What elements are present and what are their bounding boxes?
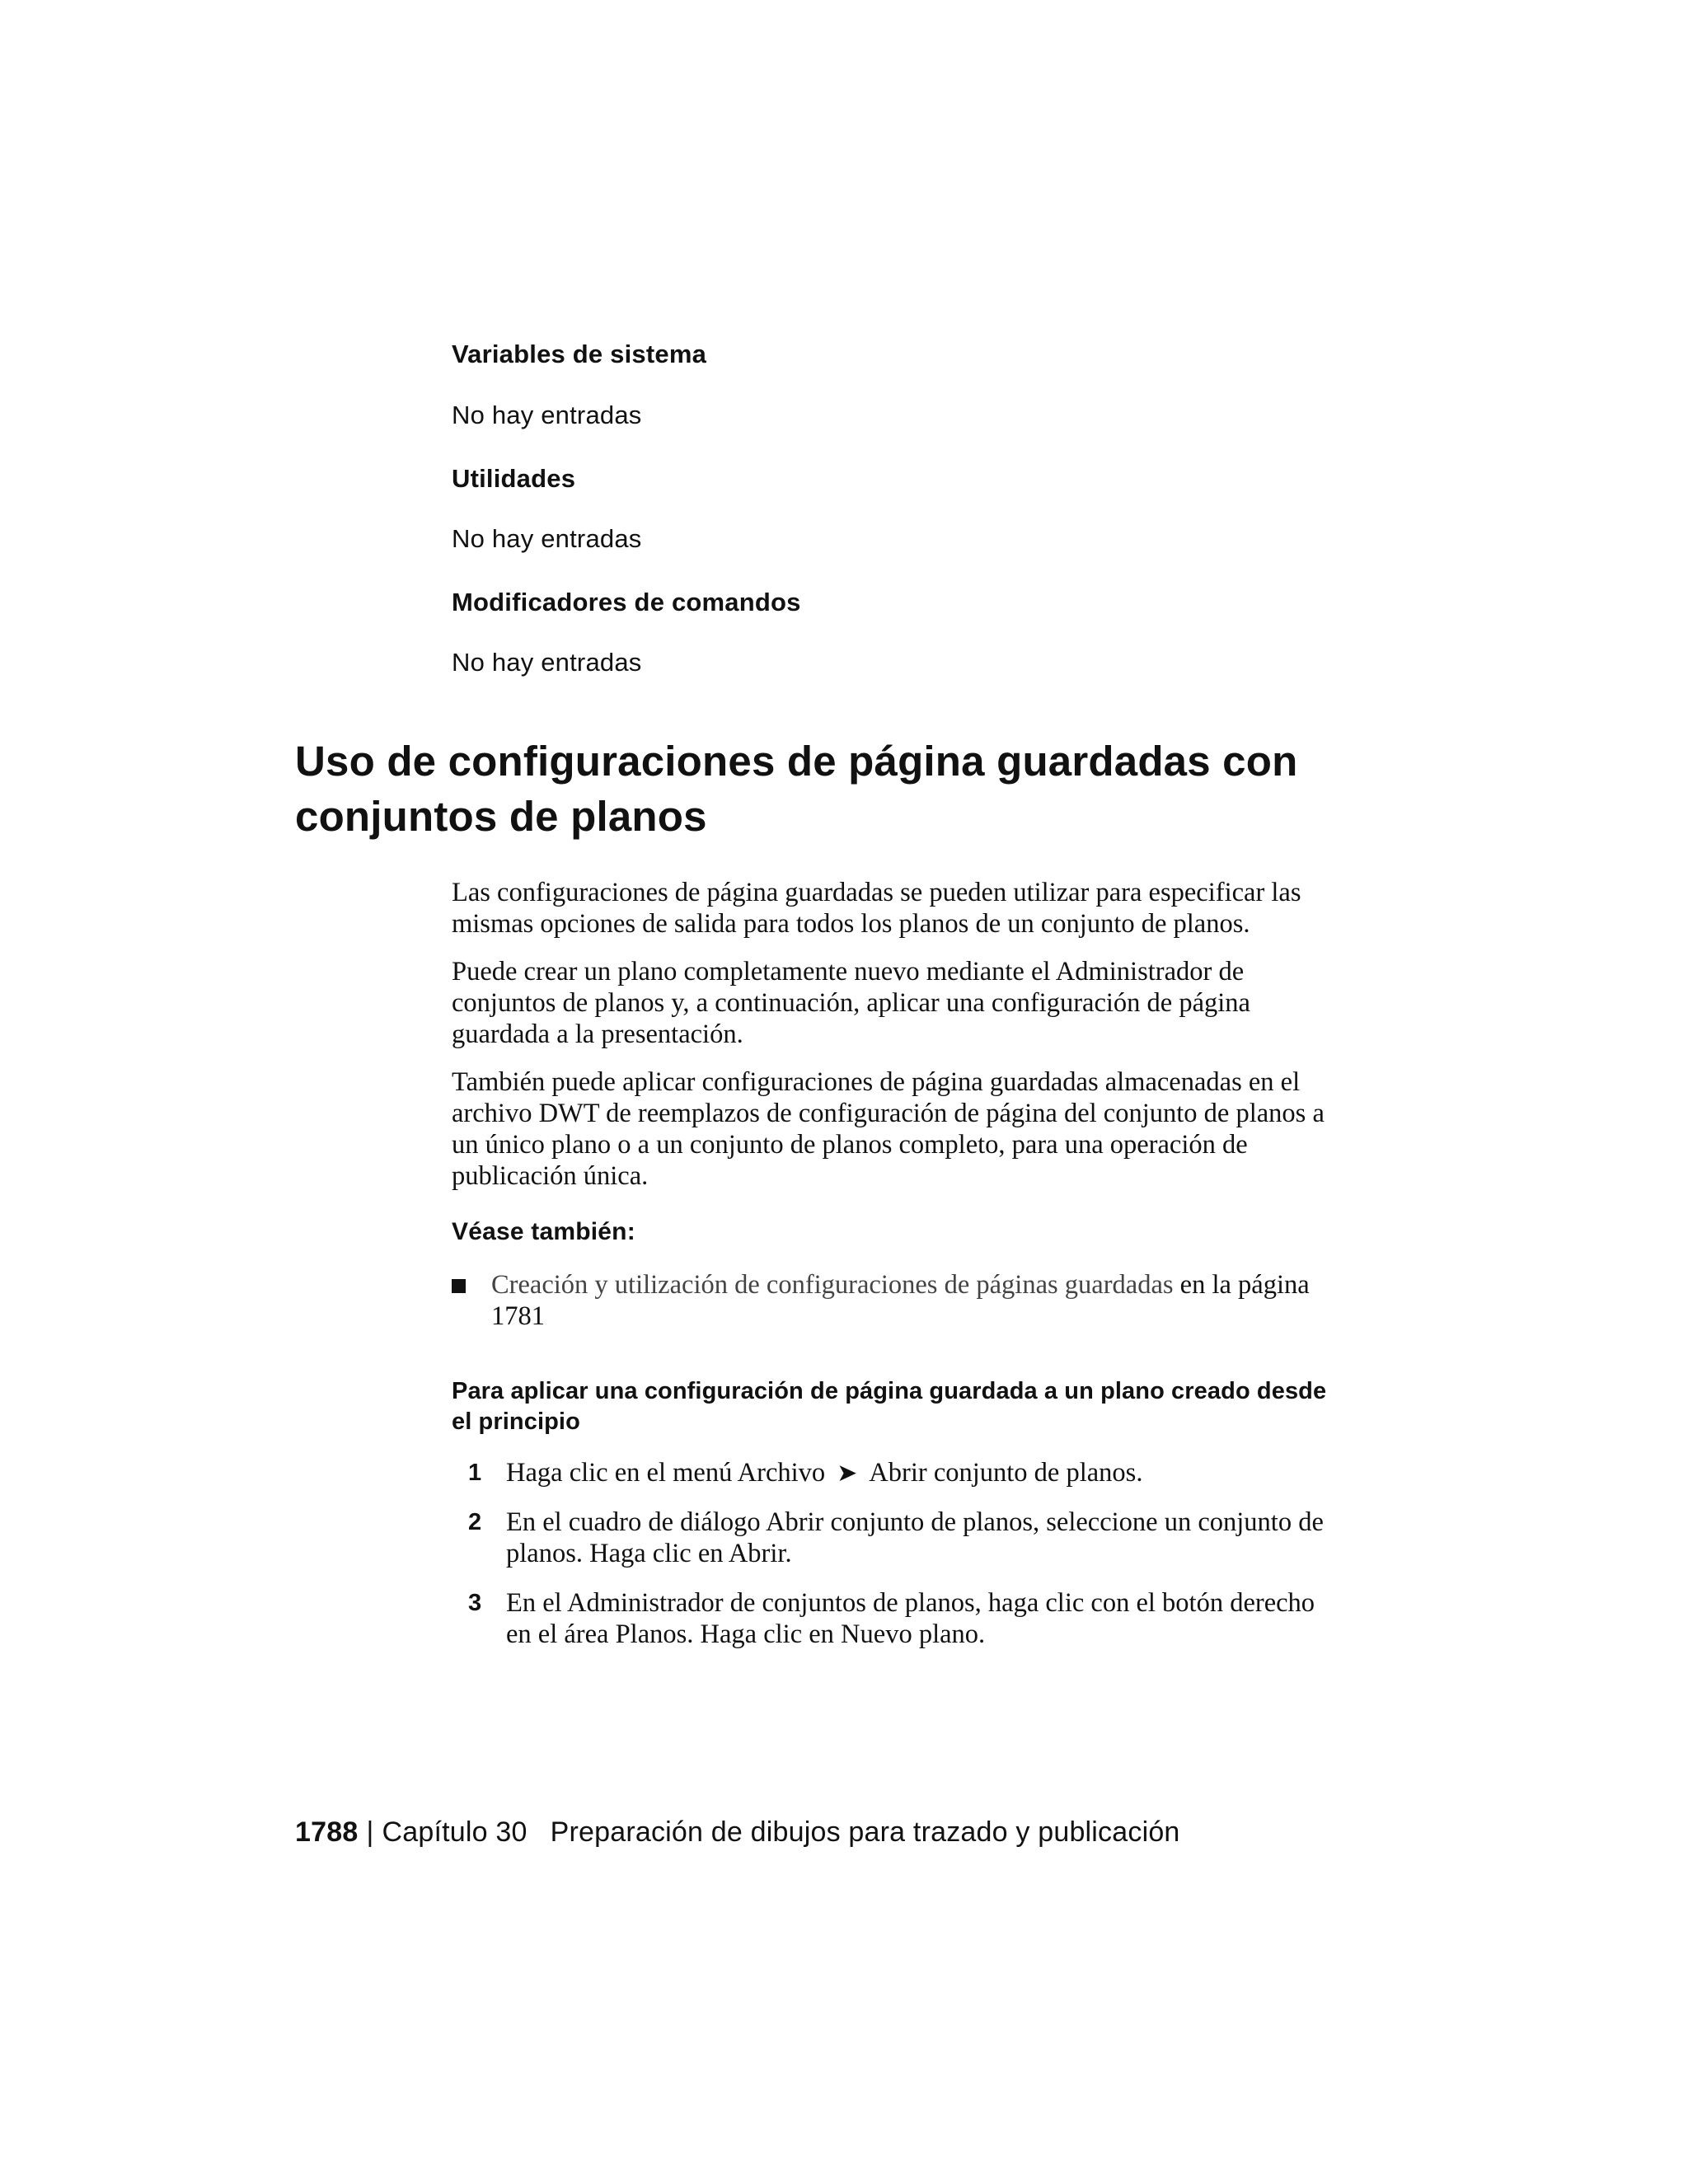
step-3-text: En el Administrador de conjuntos de planos, haga clic con el botón derecho en el área Planos. Haga clic en Nuevo plano. <box>506 1588 1315 1649</box>
see-also-page-ref: en la página 1781 <box>491 1270 1310 1331</box>
page-footer <box>295 1816 1180 1849</box>
paragraph-1-text: Las configuraciones de página guardadas se pueden utilizar para especificar las mismas opciones de salida para todos los planos de un conjunto de planos. <box>452 878 1301 939</box>
step-3-number: 3 <box>468 1590 482 1616</box>
paragraph-1 <box>452 877 1342 940</box>
see-also-item-text <box>491 1269 1342 1332</box>
step-1-text <box>506 1457 1342 1489</box>
section-text-command-modifiers: No hay entradas <box>452 648 642 677</box>
main-heading: Uso de configuraciones de página guardadas con conjuntos de planos <box>295 738 1298 840</box>
paragraph-2 <box>452 956 1342 1050</box>
section-heading-command-modifiers: Modificadores de comandos <box>452 588 801 616</box>
paragraph-3 <box>452 1066 1342 1192</box>
step-1-text-after: Abrir conjunto de planos. <box>869 1458 1143 1488</box>
procedure-title: Para aplicar una configuración de página guardada a un plano creado desde el principio <box>452 1378 1327 1435</box>
footer-chapter: Capítulo 30 <box>382 1816 528 1848</box>
see-also-link[interactable]: Creación y utilización de configuraciones de páginas guardadas <box>491 1270 1174 1300</box>
paragraph-3-text: También puede aplicar configuraciones de página guardadas almacenadas en el archivo DWT de reemplazos de configuración de página del conjunto de planos a un único plano o a un conjunto de planos completo, para una operación de publicación única. <box>452 1067 1325 1191</box>
section-heading-system-variables: Variables de sistema <box>452 340 707 368</box>
page-number: 1788 <box>295 1816 359 1848</box>
bullet-square-icon <box>452 1279 466 1293</box>
section-text-utilities: No hay entradas <box>452 524 642 553</box>
step-1-text-before: Haga clic en el menú Archivo <box>506 1458 826 1488</box>
see-also-label: Véase también: <box>452 1218 635 1245</box>
paragraph-2-text: Puede crear un plano completamente nuevo mediante el Administrador de conjuntos de planos y, a continuación, aplicar una configuración de página guardada a la presentación. <box>452 957 1250 1049</box>
section-text-system-variables: No hay entradas <box>452 401 642 429</box>
step-1-number: 1 <box>468 1460 482 1486</box>
menu-arrow-icon: ➤ <box>837 1459 858 1488</box>
step-2-text: En el cuadro de diálogo Abrir conjunto de planos, seleccione un conjunto de planos. Haga clic en Abrir. <box>506 1507 1324 1568</box>
footer-separator: | <box>366 1816 374 1848</box>
step-2-number: 2 <box>468 1509 482 1535</box>
section-heading-utilities: Utilidades <box>452 464 576 493</box>
footer-chapter-title: Preparación de dibujos para trazado y publicación <box>550 1816 1180 1848</box>
